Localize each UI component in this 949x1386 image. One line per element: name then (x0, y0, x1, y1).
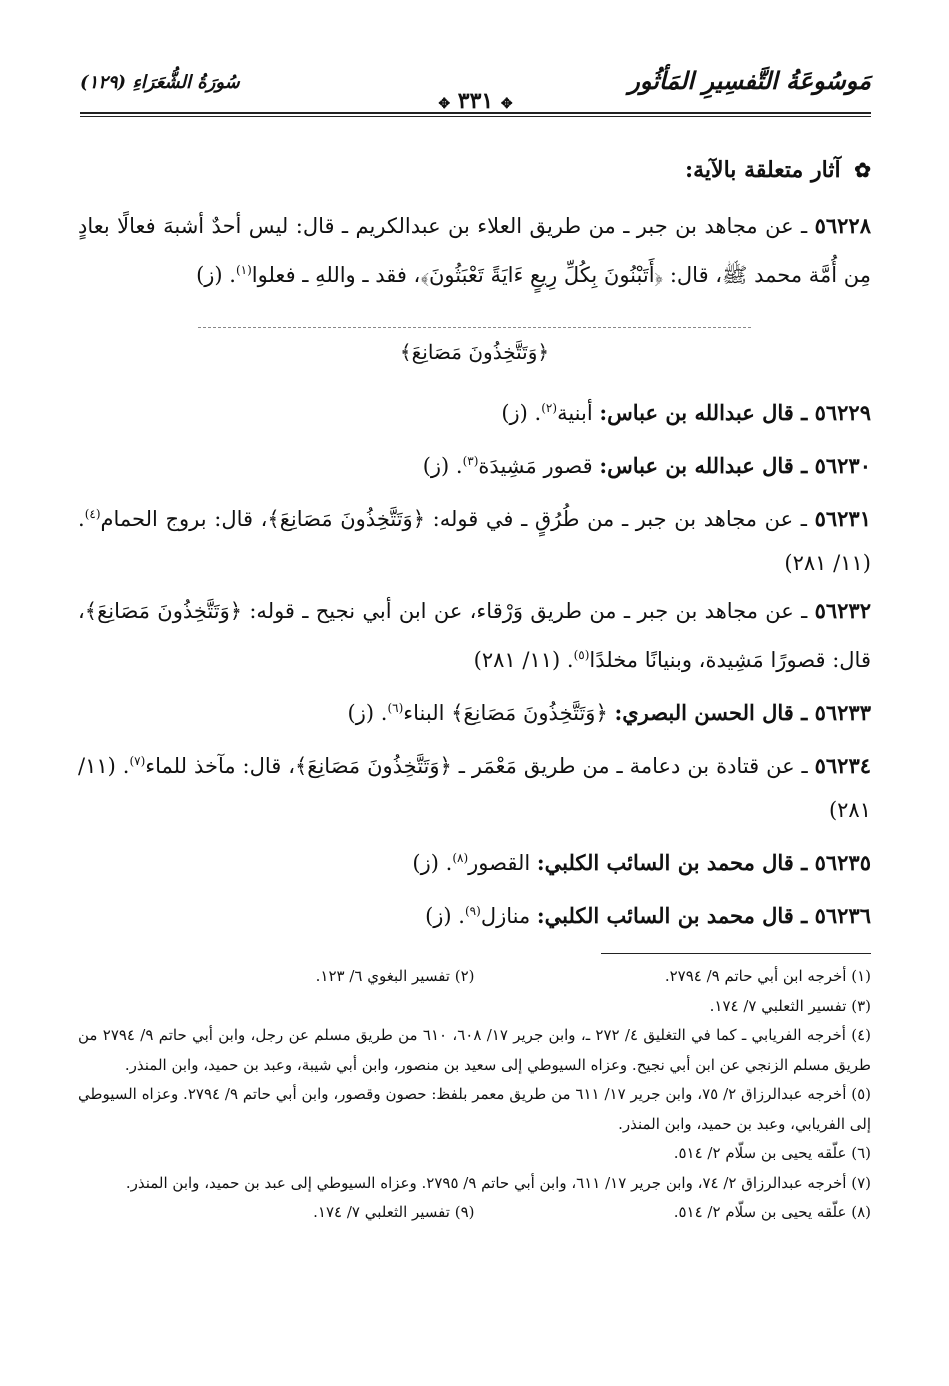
entry-number: ٥٦٢٣٣ (814, 700, 871, 725)
dashed-divider (198, 327, 751, 328)
entry-text: ﴿وَتَتَّخِذُونَ مَصَانِعَ﴾ البناء (403, 701, 615, 725)
entry-number: ٥٦٢٣٤ (814, 753, 872, 778)
entry-narrator: ـ قال محمد بن السائب الكلبي: (536, 903, 815, 928)
entry-number: ٥٦٢٣٦ (814, 903, 871, 928)
footnote: (٧) أخرجه عبدالرزاق ٢/ ٧٤، وابن جرير ١٧/ ٦١١، وابن أبي حاتم ٩/ ٢٧٩٥. وعزاه السيوطي إلى عبد بن حميد، وابن المنذر. (125, 1173, 871, 1192)
entry-source: . (١١/ ٢٨١) (473, 648, 574, 672)
footnote: (٦) علّقه يحيى بن سلّام ٢/ ٥١٤. (673, 1144, 871, 1162)
entry-number: ٥٦٢٣٥ (814, 850, 871, 875)
verse-heading-text: ﴿وَتَتَّخِذُونَ مَصَانِعَ﴾ (399, 340, 550, 364)
entry-number: ٥٦٢٣٠ (814, 453, 871, 478)
athar-entry (78, 386, 871, 435)
athar-entry (78, 204, 871, 297)
footnote-ref: (٨) (452, 851, 469, 865)
page-header (80, 58, 871, 118)
footnote-ref: (٤) (84, 507, 101, 521)
entry-text: منازل (480, 904, 537, 928)
footnote-ref: (٥) (573, 648, 590, 662)
ornament-icon: ✥ (438, 96, 451, 112)
book-title: مَوسُوعَةُ التَّفسِيرِ المَأثُور (628, 66, 871, 95)
entry-text: القصور (468, 851, 537, 875)
footnote-ref: (٧) (129, 754, 146, 768)
entry-source: . (ز) (412, 851, 453, 875)
footnote-row (78, 962, 871, 992)
entry-source: . (ز) (196, 263, 236, 287)
footnote: (٢) تفسير البغوي ٦/ ١٢٣. (315, 967, 475, 985)
entry-narrator: ـ قال عبدالله بن عباس: (599, 453, 815, 478)
athar-entry (78, 439, 871, 488)
ornament-icon: ✥ (500, 96, 513, 112)
footnote-ref: (٣) (462, 454, 479, 468)
athar-entry (78, 589, 871, 682)
footnote: (٥) أخرجه عبدالرزاق ٢/ ٧٥، وابن جرير ١٧/ ٦١١ من طريق معمر بلفظ: حصون وقصور، وابن أبي حاتم ٩/ ٢٧٩٤. وعزاه السيوطي إلى الفريابي، وعبد بن حميد، وابن المنذر. (78, 1085, 871, 1133)
footnote-divider (601, 953, 871, 954)
entry-number: ٥٦٢٣١ (814, 506, 871, 531)
footnote: (٨) علّقه يحيى بن سلّام ٢/ ٥١٤. (673, 1203, 871, 1221)
header-divider (80, 116, 871, 117)
entry-number: ٥٦٢٢٨ (814, 213, 871, 238)
entry-number: ٥٦٢٣٢ (814, 598, 871, 623)
entry-text: قصور مَشِيدَة (478, 454, 600, 478)
athar-entry (78, 492, 871, 585)
footnote: (٩) تفسير الثعلبي ٧/ ١٧٤. (313, 1203, 475, 1221)
entry-source: . (ز) (347, 701, 388, 725)
athar-entry (78, 739, 871, 832)
athar-entry (78, 889, 871, 938)
entry-source: . (١١/ ٢٨١) (78, 507, 871, 575)
entry-narrator: ـ قال محمد بن السائب الكلبي: (536, 850, 815, 875)
spacer (78, 297, 871, 327)
surah-title: سُورَةُ الشُّعَرَاءِ (١٢٩) (80, 72, 240, 93)
footnote-ref: (١) (235, 263, 252, 277)
footnote: (١) أخرجه ابن أبي حاتم ٩/ ٢٧٩٤. (664, 967, 871, 985)
entry-narrator: ـ قال عبدالله بن عباس: (599, 400, 815, 425)
entry-source: . (ز) (501, 401, 542, 425)
footnotes (78, 962, 871, 1228)
flower-icon: ✿ (854, 158, 871, 182)
athar-entry (78, 686, 871, 735)
entry-source: . (ز) (422, 454, 463, 478)
footnote: (٣) تفسير الثعلبي ٧/ ١٧٤. (709, 996, 871, 1015)
entry-text: ـ عن قتادة بن دعامة ـ من طريق مَعْمَر ـ ﴿وَتَتَّخِذُونَ مَصَانِعَ﴾، قال: مآخذ للماء (145, 754, 815, 778)
footnote-ref: (٢) (541, 401, 558, 415)
page-body (78, 150, 871, 942)
section-title: آثار متعلقة بالآية: (685, 157, 841, 183)
entry-source: . (ز) (425, 904, 465, 928)
entry-number: ٥٦٢٢٩ (814, 400, 871, 425)
athar-entry (78, 836, 871, 885)
entry-text: أبنية (557, 401, 600, 425)
footnote-row (78, 1198, 871, 1228)
section-heading (78, 150, 871, 190)
header-divider (80, 112, 871, 114)
entry-source: . (١١/ ٢٨١) (78, 754, 871, 822)
footnote: (٤) أخرجه الفريابي ـ كما في التغليق ٤/ ٢٧٢ ـ، وابن جرير ١٧/ ٦٠٨، ٦١٠ من طريق مسلم عن رجل، وابن أبي حاتم ٩/ ٢٧٩٤ من طريق مسلم الزنجي عن ابن أبي نجيح. وعزاه السيوطي إلى سعيد بن منصور، وابن أبي شيبة، وعبد بن حميد، وابن المنذر. (78, 1026, 871, 1074)
page-number-value: ٣٣١ (457, 88, 494, 114)
entry-text: ـ عن مجاهد بن جبر ـ من طريق العلاء بن عبدالكريم ـ قال: ليس أحدٌ أشبهَ فعالًا بعادٍ مِن أُمَّة محمد ﷺ، قال: ﴿أَتَبْنُونَ بِكُلِّ رِيعٍ ءَايَةً تَعْبَثُونَ﴾، فقد ـ واللهِ ـ فعلوا (78, 214, 871, 287)
verse-heading (78, 327, 871, 370)
entry-text: ـ عن مجاهد بن جبر ـ من طريق وَرْقاء، عن ابن أبي نجيح ـ قوله: ﴿وَتَتَّخِذُونَ مَصَانِعَ﴾، قال: قصورًا مَشِيدة، وبنيانًا مخلدًا (78, 599, 871, 672)
entry-narrator: ـ قال الحسن البصري: (614, 700, 815, 725)
footnote-ref: (٦) (387, 701, 404, 715)
entry-text: ـ عن مجاهد بن جبر ـ من طُرُقٍ ـ في قوله: ﴿وَتَتَّخِذُونَ مَصَانِعَ﴾، قال: بروج الحمام (100, 507, 815, 531)
footnote-ref: (٩) (464, 904, 481, 918)
